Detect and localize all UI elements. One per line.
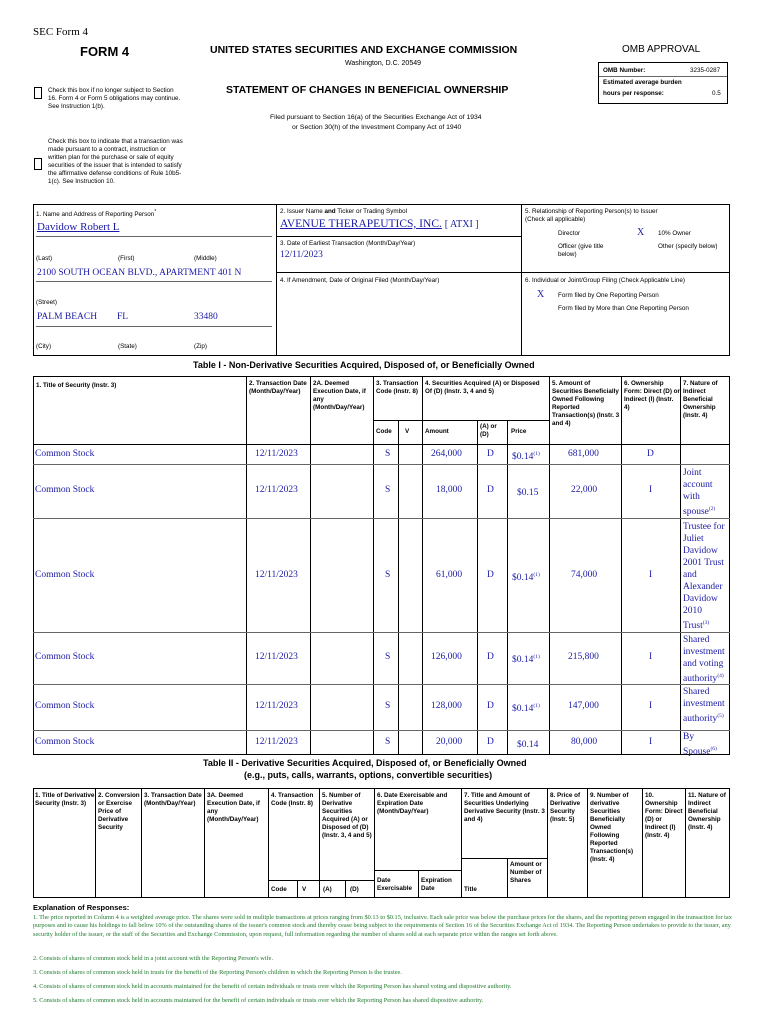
t1-col-date: 2. Transaction Date (Month/Day/Year) <box>249 380 307 395</box>
middle-label: (Middle) <box>194 255 217 262</box>
rule-10b5-1-text: Check this box to indicate that a transaction was made pursuant to a contract, instruction or written plan for the purchase or sale of equity securities of the issuer that is intended to satisfy the affirmative defense conditions of Rule 10b5-1(c). See Instruction 10. <box>48 138 183 185</box>
t2-sub-date-exercisable: Date Exercisable <box>377 877 413 892</box>
t2-col-owned: 9. Number of derivative Securities Beneficially Owned Following Reported Transaction(s) (Instr. 4) <box>590 792 634 863</box>
box6-mark: X <box>537 289 545 300</box>
t1-row3-form: I <box>649 570 653 580</box>
t1-col-deemed: 2A. Deemed Execution Date, if any (Month/Day/Year) <box>313 380 366 411</box>
t1-row3-title: Common Stock <box>35 570 95 580</box>
t1-row4-owned: 215,800 <box>568 652 599 662</box>
street-label: (Street) <box>36 299 57 306</box>
box3-label: 3. Date of Earliest Transaction (Month/Day/Year) <box>280 240 416 247</box>
filed-pursuant-1: Filed pursuant to Section 16(a) of the Securities Exchange Act of 1934 <box>270 114 482 121</box>
footnote-4: 4. Consists of shares of common stock held in accounts maintained for the benefit of certain individuals or trusts over which the Reporting Person has shared voting and dispositive authority. <box>33 983 512 990</box>
zip-value: 33480 <box>194 312 218 322</box>
t1-row6-owned: 80,000 <box>571 737 598 747</box>
no-longer-subject-checkbox[interactable] <box>34 87 42 99</box>
t1-row6-form: I <box>649 737 653 747</box>
omb-title: OMB APPROVAL <box>622 44 701 55</box>
t1-row1-price: $0.14$^{(1)}$ <box>512 451 540 463</box>
t1-row2-price: $0.15 <box>517 488 539 499</box>
t1-row5-owned: 147,000 <box>568 701 599 711</box>
box1-label: 1. Name and Address of Reporting Person* <box>36 209 157 219</box>
city-value: PALM BEACH <box>37 312 98 322</box>
t2-col-date: 3. Transaction Date (Month/Day/Year) <box>144 792 202 807</box>
t1-row2-code: S <box>385 485 391 495</box>
t1-row5-ad: D <box>487 701 494 711</box>
t1-row2-form: I <box>649 485 653 495</box>
t1-row2-owned: 22,000 <box>571 485 598 495</box>
omb-burden-value: 0.5 <box>712 90 721 97</box>
no-longer-subject-text: Check this box if no longer subject to Section 16. Form 4 or Form 5 obligations may continue. See Instruction 1(b). <box>48 87 181 110</box>
t2-col-conversion: 2. Conversion or Exercise Price of Derivative Security <box>98 792 140 831</box>
footnote-1: 1. The price reported in Column 4 is a weighted average price. The shares were sold in multiple transactions at prices ranging from $0.13 to $0.15, inclusive. Each sale price was below the purchase prices for the shares, and the reporting person engaged in the transaction for tax purposes and to cause his holdings to fall below 10% of the outstanding shares of the issuer's common stock and thereby cease being subject to the requirements of Section 16 of the Securities Exchange Act of 1934. The Reporting Person undertakes to provide to the issuer, any security holder of the issuer, or the staff of the Securities and Exchange Commission, upon request, full information regarding the number of shares sold at each separate price within the ranges set forth above. <box>33 914 732 938</box>
street-address: 2100 SOUTH OCEAN BLVD., APARTMENT 401 N <box>37 268 242 278</box>
box5-label-1: 5. Relationship of Reporting Person(s) to Issuer <box>525 208 658 215</box>
omb-burden-label-2: hours per response: <box>603 90 664 97</box>
t2-col-nature: 11. Nature of Indirect Beneficial Ownership (Instr. 4) <box>688 792 726 831</box>
t1-row1-amount: 264,000 <box>431 449 462 459</box>
t1-row1-title: Common Stock <box>35 449 95 459</box>
t1-row5-title: Common Stock <box>35 701 95 711</box>
t1-row5-price: $0.14$^{(1)}$ <box>512 703 540 715</box>
t1-row5-nature: Shared investment authority$^{(5)}$ <box>683 687 725 725</box>
t1-sub-price: Price <box>511 428 527 435</box>
footnote-3: 3. Consists of shares of common stock held in trusts for the benefit of the Reporting Person's children in which the Reporting Person is the trustee. <box>33 969 402 976</box>
one-reporting-person: Form filed by One Reporting Person <box>558 292 659 299</box>
t1-sub-aord: (A) or (D) <box>480 423 497 438</box>
t1-sub-amount: Amount <box>425 428 449 435</box>
state-label: (State) <box>118 343 137 350</box>
t1-row1-code: S <box>385 449 391 459</box>
t1-row5-date: 12/11/2023 <box>255 701 298 711</box>
omb-burden-label-1: Estimated average burden <box>603 79 682 86</box>
t1-row1-owned: 681,000 <box>568 449 599 459</box>
issuer-name-text[interactable]: AVENUE THERAPEUTICS, INC. <box>280 218 442 230</box>
t2-sub-code: Code <box>271 886 287 893</box>
statement-title: STATEMENT OF CHANGES IN BENEFICIAL OWNERSHIP <box>226 84 509 96</box>
omb-number-label: OMB Number: <box>603 67 646 74</box>
t1-row6-nature: By Spouse$^{(6)}$ <box>683 732 717 758</box>
t1-row2-title: Common Stock <box>35 485 95 495</box>
t1-col-code: 3. Transaction Code (Instr. 8) <box>376 380 419 395</box>
t2-col-code: 4. Transaction Code (Instr. 8) <box>271 792 314 807</box>
t1-row4-nature: Shared investment and voting authority$^{(4)}$ <box>683 635 725 685</box>
agency-name: UNITED STATES SECURITIES AND EXCHANGE COMMISSION <box>210 44 518 56</box>
first-label: (First) <box>118 255 135 262</box>
t1-row6-title: Common Stock <box>35 737 95 747</box>
t1-row6-price: $0.14 <box>517 740 539 751</box>
explanation-title: Explanation of Responses: <box>33 903 130 912</box>
t1-row6-date: 12/11/2023 <box>255 737 298 747</box>
t1-row5-amount: 128,000 <box>431 701 462 711</box>
reporting-person-name: Davidow Robert L <box>37 221 120 233</box>
t2-col-title: 1. Title of Derivative Security (Instr. 3) <box>35 792 95 807</box>
t1-row6-code: S <box>385 737 391 747</box>
box4-label: 4. If Amendment, Date of Original Filed (Month/Day/Year) <box>280 277 440 284</box>
t1-row1-form: D <box>647 449 654 459</box>
t2-col-underlying: 7. Title and Amount of Securities Underlying Derivative Security (Instr. 3 and 4) <box>464 792 545 823</box>
t2-col-exercisable: 6. Date Exercisable and Expiration Date (Month/Day/Year) <box>377 792 448 815</box>
t2-sub-a: (A) <box>323 886 332 893</box>
footnote-5: 5. Consists of shares of common stock held in accounts maintained for the benefit of certain individuals or trusts over which the Reporting Person has shared dispositive authority. <box>33 997 484 1004</box>
t2-sub-amount: Amount or Number of Shares <box>510 861 542 884</box>
t1-sub-code: Code <box>376 428 392 435</box>
t2-col-price: 8. Price of Derivative Security (Instr. 5) <box>550 792 581 823</box>
t1-row4-code: S <box>385 652 391 662</box>
t1-row4-date: 12/11/2023 <box>255 652 298 662</box>
t1-row6-amount: 20,000 <box>436 737 463 747</box>
t1-row2-date: 12/11/2023 <box>255 485 298 495</box>
t1-row3-nature: Trustee for Juliet Davidow 2001 Trust and Alexander Davidow 2010 Trust$^{(3)}$ <box>683 522 725 632</box>
agency-location: Washington, D.C. 20549 <box>345 60 422 67</box>
t1-row3-code: S <box>385 570 391 580</box>
earliest-transaction-date: 12/11/2023 <box>280 250 323 260</box>
table1-title: Table I - Non-Derivative Securities Acquired, Disposed of, or Beneficially Owned <box>193 360 535 370</box>
last-label: (Last) <box>36 255 53 262</box>
t1-row5-form: I <box>649 701 653 711</box>
sec-form-label: SEC Form 4 <box>33 26 89 38</box>
t1-row4-form: I <box>649 652 653 662</box>
director-label: Director <box>558 230 581 237</box>
t1-col-title: 1. Title of Security (Instr. 3) <box>36 382 117 389</box>
t1-col-nature: 7. Nature of Indirect Beneficial Ownership (Instr. 4) <box>683 380 718 419</box>
box6-label: 6. Individual or Joint/Group Filing (Check Applicable Line) <box>525 277 685 284</box>
table2-title-1: Table II - Derivative Securities Acquired, Disposed of, or Beneficially Owned <box>203 758 527 768</box>
t1-row1-date: 12/11/2023 <box>255 449 298 459</box>
t1-row3-owned: 74,000 <box>571 570 598 580</box>
t1-row1-ad: D <box>487 449 494 459</box>
t1-col-owned: 5. Amount of Securities Beneficially Owned Following Reported Transaction(s) (Instr. 3 and 4) <box>552 380 620 427</box>
ten-pct-owner-label: 10% Owner <box>658 230 691 237</box>
t1-row5-code: S <box>385 701 391 711</box>
filed-pursuant-2: or Section 30(h) of the Investment Company Act of 1940 <box>292 124 462 131</box>
zip-label: (Zip) <box>194 343 207 350</box>
box2-label: 2. Issuer Name and Ticker or Trading Symbol <box>280 208 408 215</box>
footnote-2: 2. Consists of shares of common stock held in a joint account with the Reporting Person's wife. <box>33 955 274 962</box>
t1-row3-price: $0.14$^{(1)}$ <box>512 572 540 584</box>
t1-row2-amount: 18,000 <box>436 485 463 495</box>
issuer-name <box>280 218 479 230</box>
t2-col-deemed: 3A. Deemed Execution Date, if any (Month/Day/Year) <box>207 792 260 823</box>
state-value: FL <box>117 312 129 322</box>
t1-row4-price: $0.14$^{(1)}$ <box>512 654 540 666</box>
t1-row4-ad: D <box>487 652 494 662</box>
more-reporting-persons: Form filed by More than One Reporting Person <box>558 305 689 312</box>
ticker-symbol: [ ATXI ] <box>444 219 479 230</box>
t2-sub-d: (D) <box>350 886 359 893</box>
t2-col-number: 5. Number of Derivative Securities Acquired (A) or Disposed of (D) (Instr. 3, 4 and 5) <box>322 792 372 839</box>
director-mark: X <box>637 227 645 238</box>
city-label: (City) <box>36 343 52 350</box>
t1-row2-ad: D <box>487 485 494 495</box>
officer-label: Officer (give title below) <box>558 243 604 258</box>
rule-10b5-1-checkbox[interactable] <box>34 158 42 170</box>
t1-sub-v: V <box>405 428 410 435</box>
t1-row2-nature: Joint account with spouse$^{(2)}$ <box>683 468 716 518</box>
t2-sub-title: Title <box>464 886 477 893</box>
t1-row3-amount: 61,000 <box>436 570 463 580</box>
t2-sub-expiration: Expiration Date <box>421 877 452 892</box>
t2-col-form: 10. Ownership Form: Direct (D) or Indirect (I) (Instr. 4) <box>645 792 683 839</box>
table2-title-2: (e.g., puts, calls, warrants, options, convertible securities) <box>244 770 493 780</box>
other-label: Other (specify below) <box>658 243 718 250</box>
t1-row4-title: Common Stock <box>35 652 95 662</box>
t1-row6-ad: D <box>487 737 494 747</box>
t1-col-form: 6. Ownership Form: Direct (D) or Indirect (I) (Instr. 4) <box>624 380 680 411</box>
t1-row3-date: 12/11/2023 <box>255 570 298 580</box>
t1-col-acquired: 4. Securities Acquired (A) or Disposed Of (D) (Instr. 3, 4 and 5) <box>425 380 540 395</box>
omb-number-value: 3235-0287 <box>690 67 721 74</box>
t1-row4-amount: 126,000 <box>431 652 462 662</box>
t1-row3-ad: D <box>487 570 494 580</box>
box5-label-2: (Check all applicable) <box>525 216 586 223</box>
t2-sub-v: V <box>302 886 307 893</box>
form-title: FORM 4 <box>80 44 130 59</box>
